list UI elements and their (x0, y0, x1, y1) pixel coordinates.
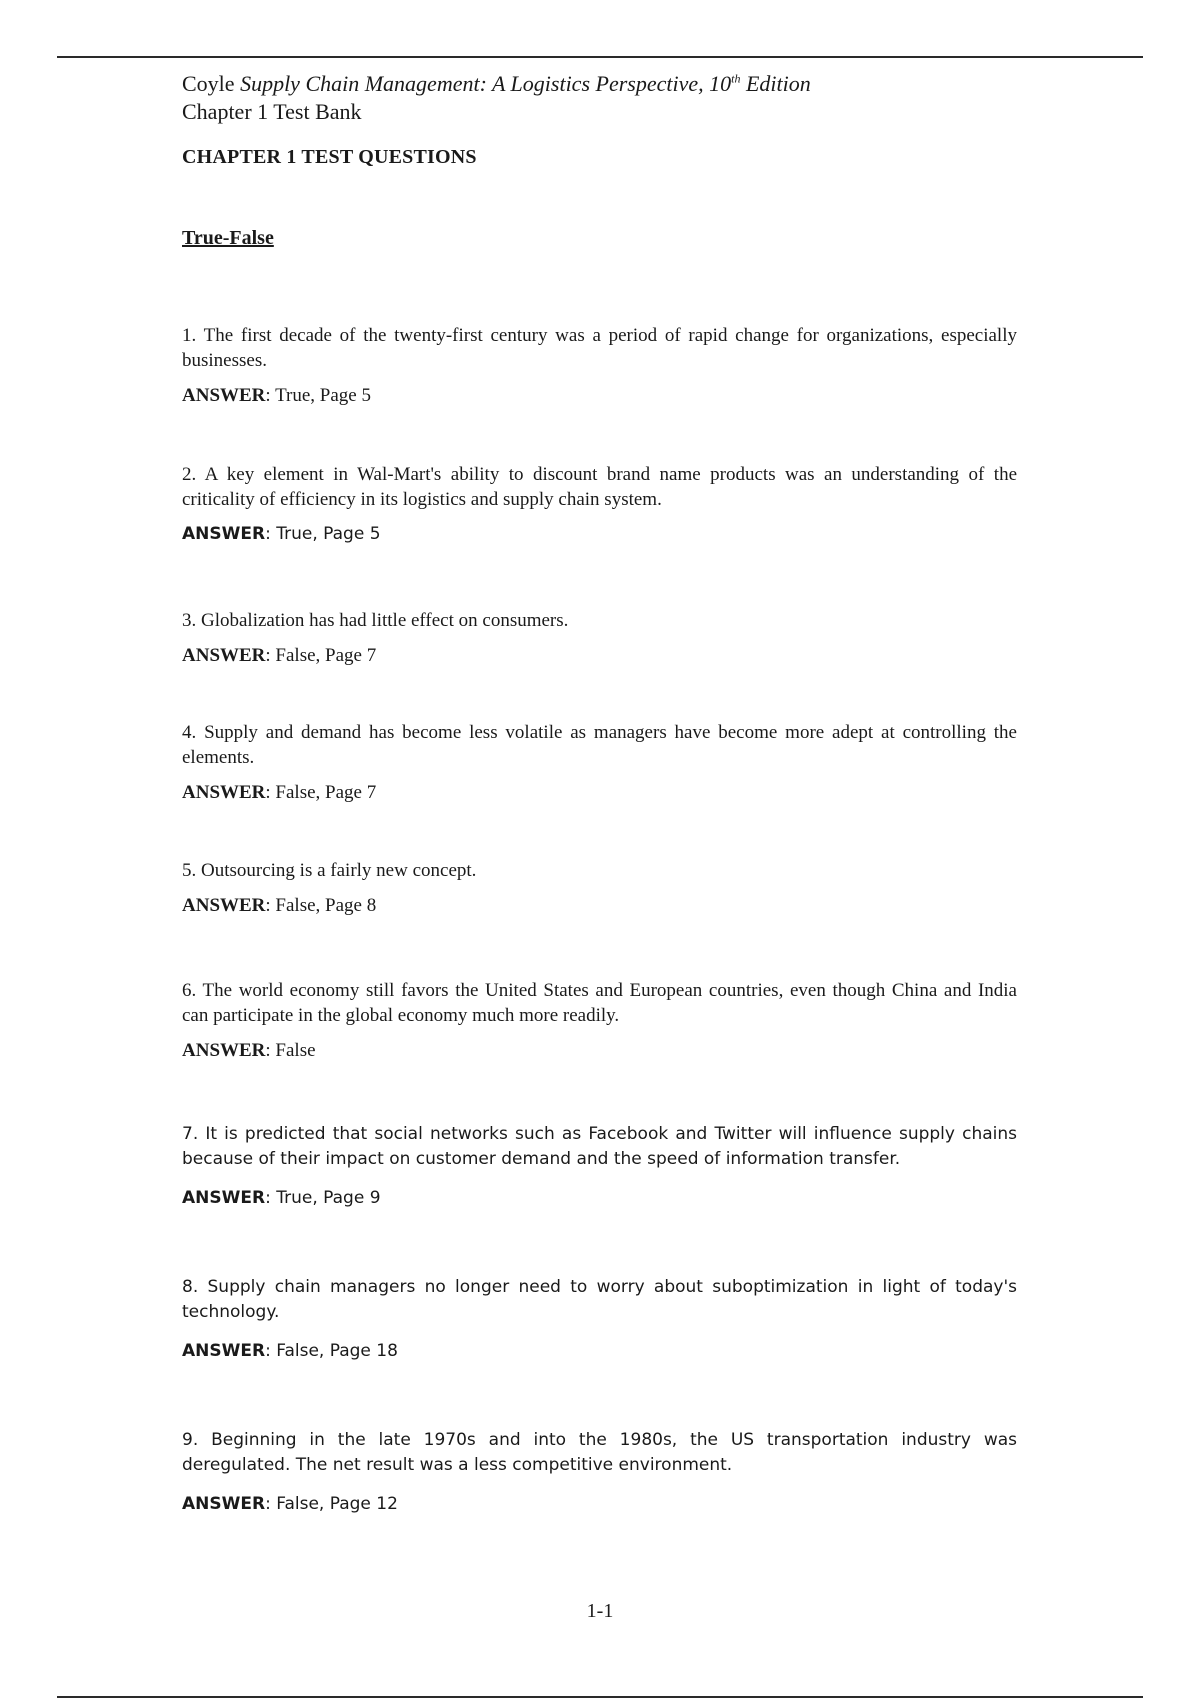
question-item (182, 462, 1017, 547)
question-answer (182, 893, 1017, 918)
question-item (182, 608, 1017, 668)
answer-value: : True, Page 5 (265, 524, 381, 544)
answer-value: : False, Page 8 (265, 895, 377, 916)
answer-label: ANSWER (182, 645, 266, 666)
answer-value: : False, Page 18 (265, 1341, 398, 1361)
answer-label: ANSWER (182, 1040, 266, 1061)
answer-value: : True, Page 9 (265, 1188, 381, 1208)
answer-value: : True, Page 5 (265, 385, 371, 406)
question-text: 7. It is predicted that social networks such as Facebook and Twitter will influence supply chains because of their impact on customer demand and the speed of information transfer. (182, 1124, 1017, 1169)
question-item (182, 1122, 1017, 1211)
question-answer (182, 1186, 1017, 1211)
question-text: 8. Supply chain managers no longer need to worry about suboptimization in light of today's technology. (182, 1277, 1017, 1322)
question-item (182, 978, 1017, 1063)
answer-value: : False, Page 7 (265, 782, 377, 803)
chapter-heading: CHAPTER 1 TEST QUESTIONS (182, 146, 477, 168)
answer-value: : False, Page 7 (265, 645, 377, 666)
answer-label: ANSWER (182, 1341, 266, 1361)
question-text: 6. The world economy still favors the United States and European countries, even though China and India can participate in the global economy much more readily. (182, 980, 1017, 1026)
header-book-title: Supply Chain Management: A Logistics Perspective, 10th Edition (240, 71, 811, 96)
question-item (182, 1275, 1017, 1364)
answer-value: : False, Page 12 (265, 1494, 398, 1514)
question-item (182, 858, 1017, 918)
question-answer (182, 643, 1017, 668)
page-number: 1-1 (586, 1600, 614, 1622)
section-heading: True-False (182, 227, 274, 249)
question-text: 4. Supply and demand has become less volatile as managers have become more adept at controlling the elements. (182, 722, 1017, 768)
answer-label: ANSWER (182, 782, 266, 803)
bottom-rule (57, 1696, 1143, 1698)
question-text: 9. Beginning in the late 1970s and into the 1980s, the US transportation industry was deregulated. The net result was a less competitive environment. (182, 1430, 1017, 1475)
question-answer (182, 1339, 1017, 1364)
question-answer (182, 780, 1017, 805)
book-header (182, 70, 1017, 98)
question-answer (182, 522, 1017, 547)
top-rule (57, 56, 1143, 58)
header-edition-sup: th (731, 71, 741, 86)
question-item (182, 720, 1017, 805)
answer-label: ANSWER (182, 385, 266, 406)
question-answer (182, 1492, 1017, 1517)
question-item (182, 323, 1017, 408)
answer-label: ANSWER (182, 895, 266, 916)
question-text: 2. A key element in Wal-Mart's ability to discount brand name products was an understanding of the criticality of efficiency in its logistics and supply chain system. (182, 464, 1017, 510)
question-answer (182, 383, 1017, 408)
question-text: 1. The first decade of the twenty-first century was a period of rapid change for organizations, especially businesses. (182, 325, 1017, 371)
answer-label: ANSWER (182, 1188, 266, 1208)
question-answer (182, 1038, 1017, 1063)
question-text: 5. Outsourcing is a fairly new concept. (182, 860, 477, 881)
answer-label: ANSWER (182, 524, 266, 544)
answer-value: : False (265, 1040, 316, 1061)
answer-label: ANSWER (182, 1494, 266, 1514)
question-text: 3. Globalization has had little effect on consumers. (182, 610, 569, 631)
header-author: Coyle (182, 71, 235, 96)
question-item (182, 1428, 1017, 1517)
document-page (182, 70, 1017, 250)
header-edition-word: Edition (740, 71, 811, 96)
header-subtitle: Chapter 1 Test Bank (182, 99, 362, 124)
